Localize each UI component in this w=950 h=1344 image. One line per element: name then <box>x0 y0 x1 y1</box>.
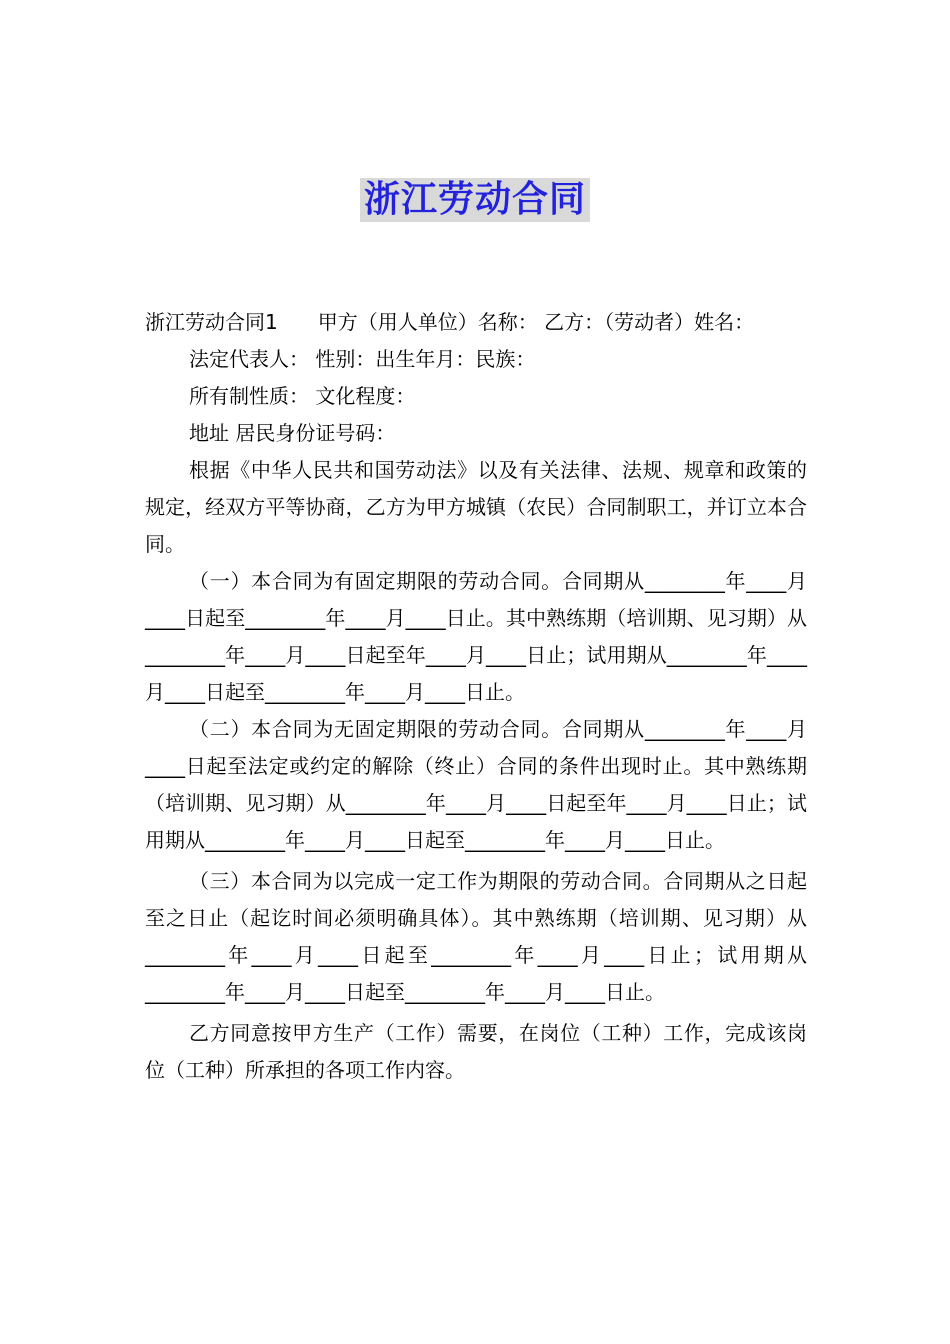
document-title: 浙江劳动合同 <box>360 178 590 222</box>
paragraph-task-term: （三）本合同为以完成一定工作为期限的劳动合同。合同期从之日起至之日止（起讫时间必须明确具体）。其中熟练期（培训期、见习期）从________年____月____日起至________年____月____日止；试用期从________年____月____日起至________年____月____日止。 <box>145 869 807 1004</box>
paragraph-basis: 根据《中华人民共和国劳动法》以及有关法律、法规、规章和政策的规定，经双方平等协商，乙方为甲方城镇（农民）合同制职工，并订立本合同。 <box>145 458 807 556</box>
paragraph-address: 地址 居民身份证号码： <box>189 421 396 445</box>
paragraph-job-duties: 乙方同意按甲方生产（工作）需要，在岗位（工种）工作，完成该岗位（工种）所承担的各项工作内容。 <box>145 1021 807 1082</box>
paragraph-header: 浙江劳动合同1 甲方（用人单位）名称： 乙方：（劳动者）姓名： <box>145 310 755 334</box>
paragraph-legal-representative: 法定代表人： 性别：出生年月：民族： <box>189 347 536 371</box>
paragraph-ownership: 所有制性质： 文化程度： <box>189 384 416 408</box>
document-body <box>145 304 807 1089</box>
paragraph-open-term: （二）本合同为无固定期限的劳动合同。合同期从________年____月____日起至法定或约定的解除（终止）合同的条件出现时止。其中熟练期（培训期、见习期）从________年____月____日起至年____月____日止；试用期从________年____月____日起至________年____月____日止。 <box>145 717 807 852</box>
title-wrap <box>0 178 950 222</box>
paragraph-fixed-term: （一）本合同为有固定期限的劳动合同。合同期从________年____月____日起至________年____月____日止。其中熟练期（培训期、见习期）从________年____月____日起至年____月____日止；试用期从________年____月____日起至________年____月____日止。 <box>145 569 807 704</box>
